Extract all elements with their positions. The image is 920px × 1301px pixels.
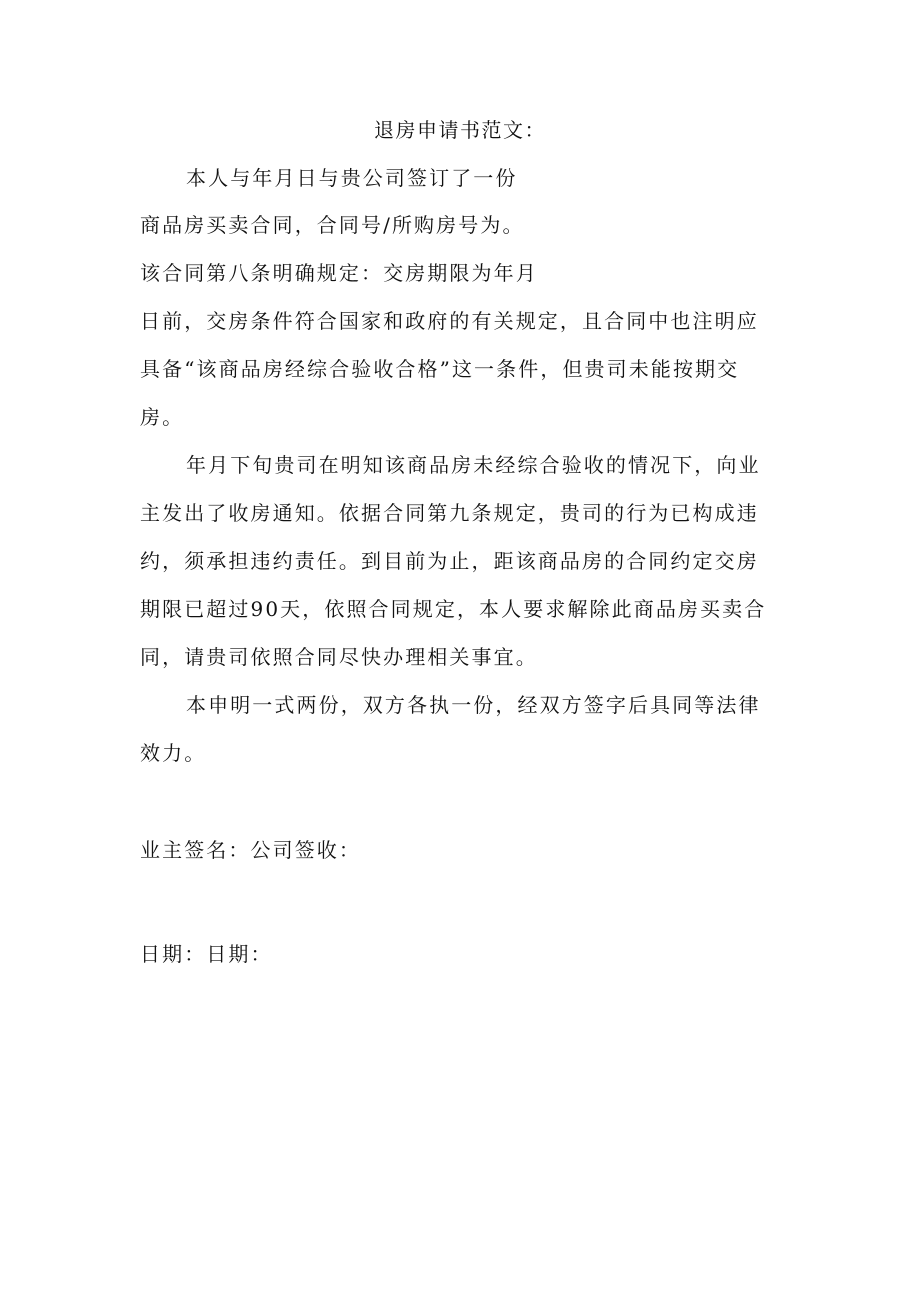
body-line-7: 年月下旬贵司在明知该商品房未经综合验收的情况下，向业: [186, 453, 761, 477]
body-line-4: 日前，交房条件符合国家和政府的有关规定，且合同中也注明应: [140, 309, 759, 333]
body-line-5: 具备“该商品房经综合验收合格”这一条件，但贵司未能按期交: [140, 357, 740, 381]
signature-line: 业主签名：公司签收：: [140, 838, 361, 862]
body-line-9: 约，须承担违约责任。到目前为止，距该商品房的合同约定交房: [140, 549, 759, 573]
body-line-12: 本申明一式两份，双方各执一份，经双方签字后具同等法律: [186, 693, 761, 717]
body-line-8: 主发出了收房通知。依据合同第九条规定，贵司的行为已构成违: [140, 501, 759, 525]
body-line-3: 该合同第八条明确规定：交房期限为年月: [140, 261, 538, 285]
body-line-6: 房。: [140, 405, 185, 429]
body-line-1: 本人与年月日与贵公司签订了一份: [186, 166, 518, 190]
body-line-11: 同，请贵司依照合同尽快办理相关事宜。: [140, 645, 538, 669]
body-line-13: 效力。: [140, 741, 207, 765]
document-title: 退房申请书范文：: [374, 118, 546, 142]
date-line: 日期：日期：: [140, 942, 273, 966]
body-line-10: 期限已超过90天，依照合同规定，本人要求解除此商品房买卖合: [140, 597, 767, 621]
body-line-2: 商品房买卖合同，合同号/所购房号为。: [140, 213, 525, 237]
